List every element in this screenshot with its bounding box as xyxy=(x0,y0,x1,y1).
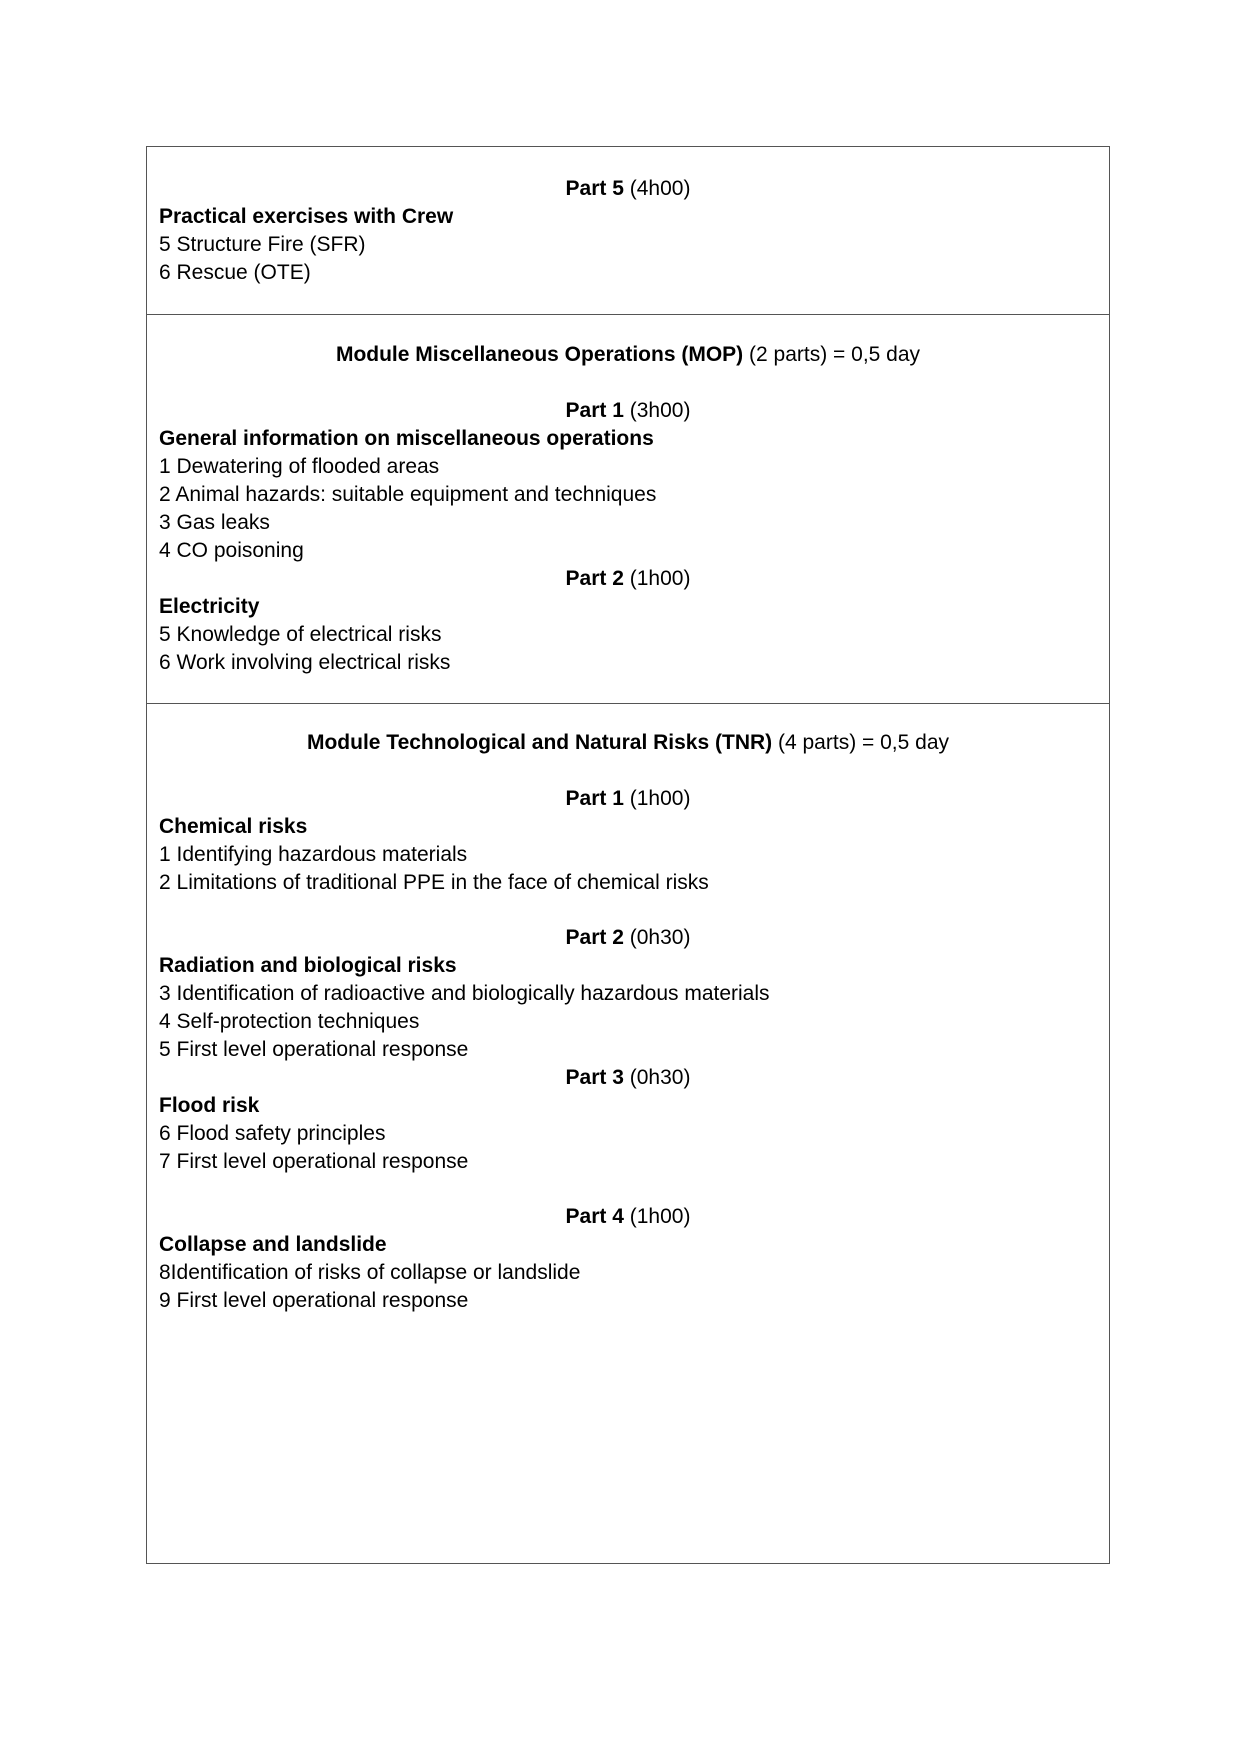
list-item: 4 CO poisoning xyxy=(159,539,304,562)
list-item: 5 Structure Fire (SFR) xyxy=(159,233,366,256)
list-item: 2 Animal hazards: suitable equipment and techniques xyxy=(159,483,657,506)
section-module-tnr xyxy=(147,704,1109,1563)
syllabus-table xyxy=(146,146,1110,1564)
part-subtitle: Radiation and biological risks xyxy=(159,954,457,977)
part-heading: Part 3 (0h30) xyxy=(565,1066,691,1089)
list-item: 6 Flood safety principles xyxy=(159,1122,386,1145)
section-module-mop xyxy=(147,315,1109,704)
list-item: 3 Gas leaks xyxy=(159,511,270,534)
list-item: 8Identification of risks of collapse or landslide xyxy=(159,1261,581,1284)
part-subtitle: General information on miscellaneous operations xyxy=(159,427,654,450)
module-title: Module Technological and Natural Risks (TNR) (4 parts) = 0,5 day xyxy=(306,731,950,754)
part-heading: Part 2 (0h30) xyxy=(565,926,691,949)
part-subtitle: Collapse and landslide xyxy=(159,1233,387,1256)
part-heading: Part 1 (1h00) xyxy=(565,787,691,810)
part-heading: Part 5 (4h00) xyxy=(565,177,691,200)
list-item: 9 First level operational response xyxy=(159,1289,469,1312)
part-heading: Part 2 (1h00) xyxy=(565,567,691,590)
module-title: Module Miscellaneous Operations (MOP) (2 parts) = 0,5 day xyxy=(335,343,921,366)
part-subtitle: Flood risk xyxy=(159,1094,260,1117)
list-item: 1 Identifying hazardous materials xyxy=(159,843,468,866)
list-item: 7 First level operational response xyxy=(159,1150,469,1173)
list-item: 6 Work involving electrical risks xyxy=(159,651,451,674)
list-item: 3 Identification of radioactive and biologically hazardous materials xyxy=(159,982,770,1005)
list-item: 1 Dewatering of flooded areas xyxy=(159,455,440,478)
part-subtitle: Practical exercises with Crew xyxy=(159,205,454,228)
list-item: 5 Knowledge of electrical risks xyxy=(159,623,442,646)
part-subtitle: Chemical risks xyxy=(159,815,308,838)
list-item: 5 First level operational response xyxy=(159,1038,469,1061)
part-subtitle: Electricity xyxy=(159,595,260,618)
part-heading: Part 1 (3h00) xyxy=(565,399,691,422)
part-heading: Part 4 (1h00) xyxy=(565,1205,691,1228)
list-item: 6 Rescue (OTE) xyxy=(159,261,311,284)
section-part5 xyxy=(147,147,1109,315)
list-item: 2 Limitations of traditional PPE in the face of chemical risks xyxy=(159,871,709,894)
list-item: 4 Self-protection techniques xyxy=(159,1010,420,1033)
